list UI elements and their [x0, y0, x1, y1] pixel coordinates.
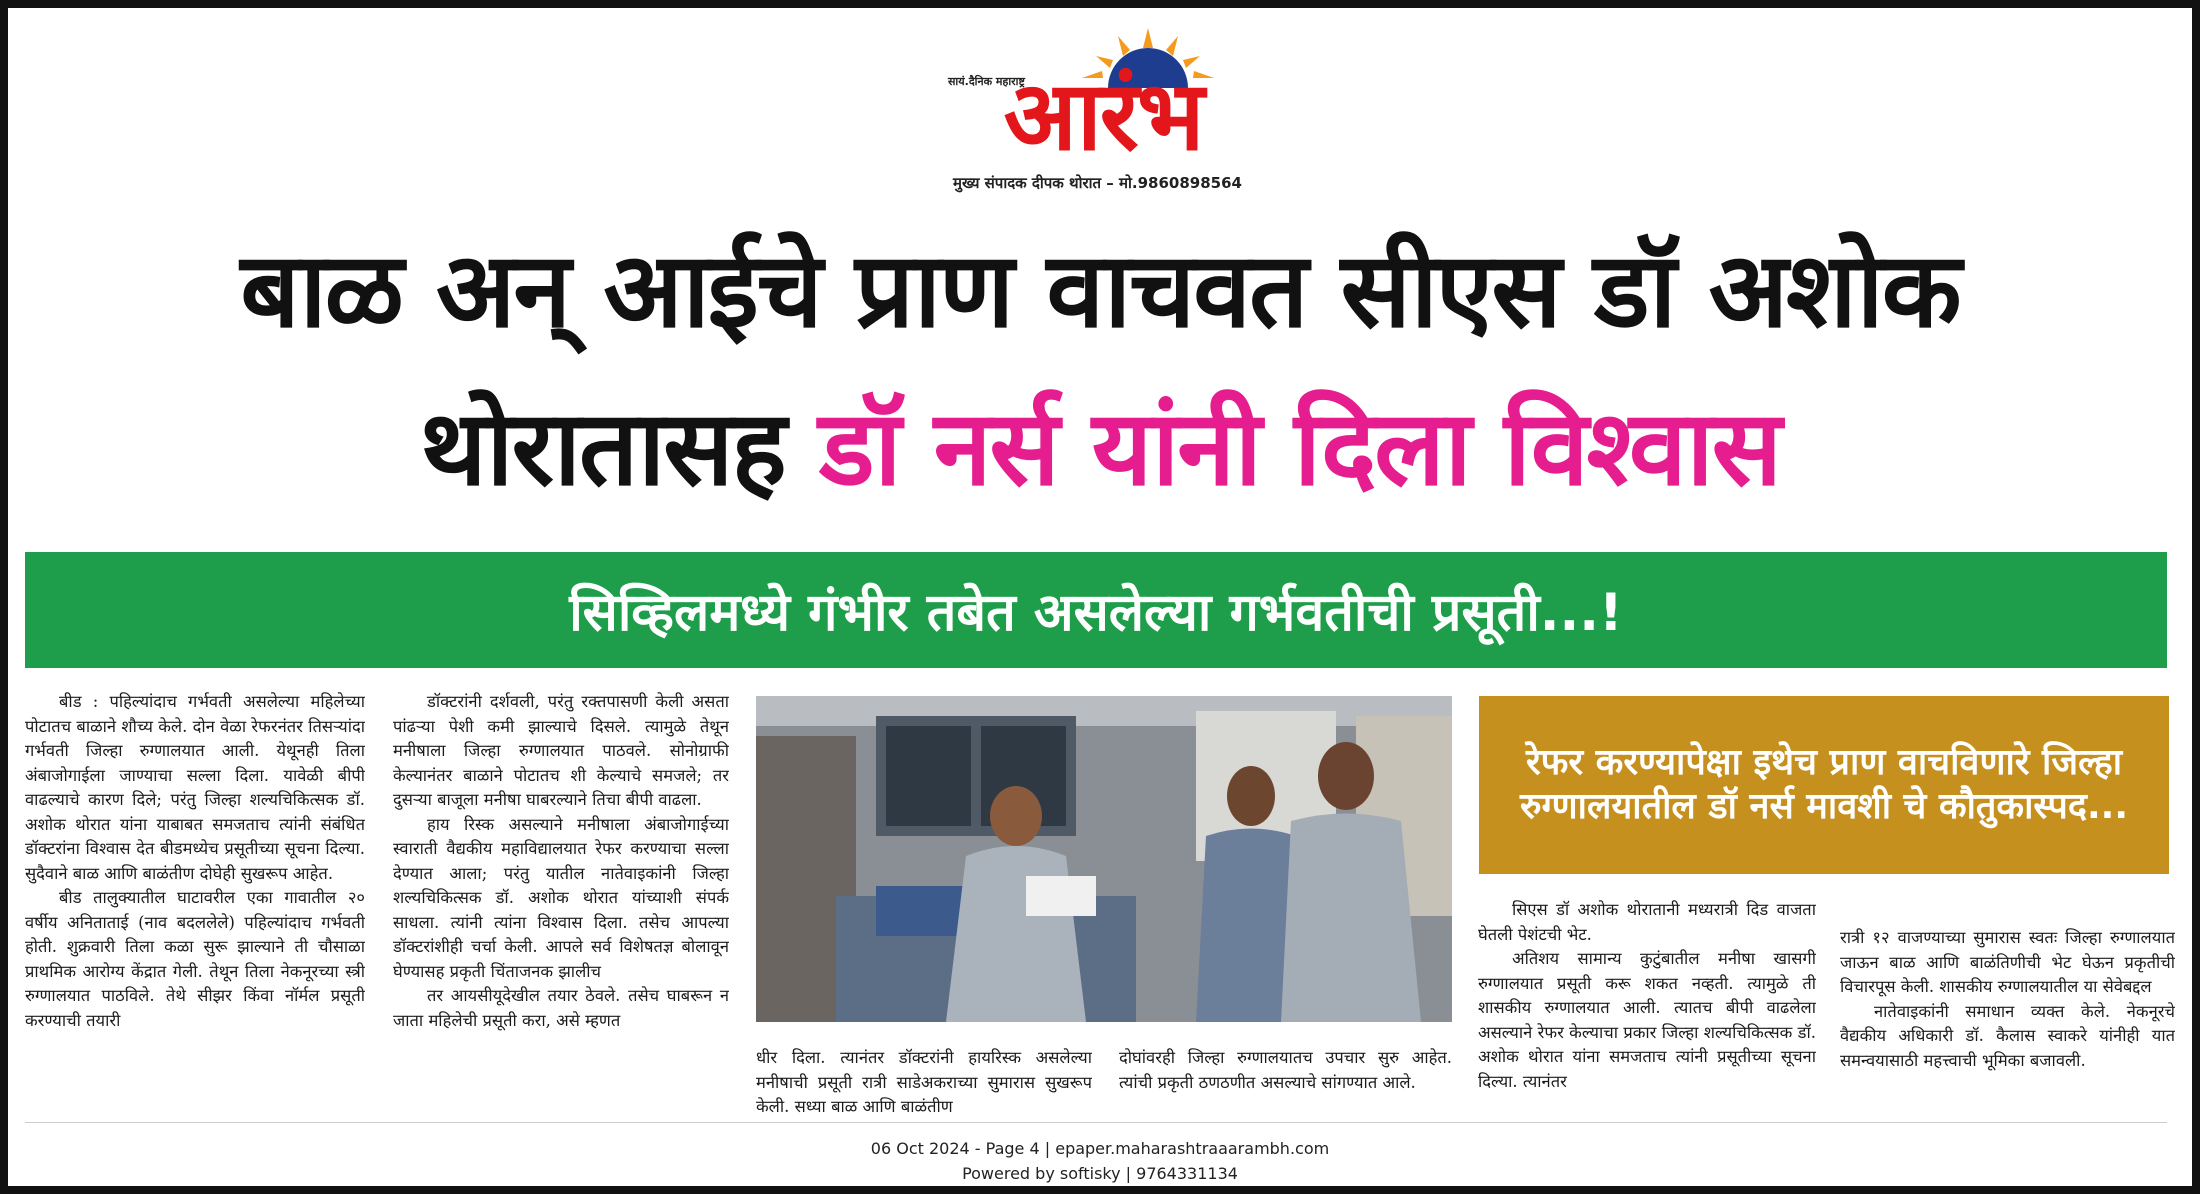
- footer-credit: Powered by softisky | 9764331134: [962, 1164, 1238, 1183]
- masthead-logo: आरंभ: [1003, 60, 1203, 172]
- article-column-4: [1119, 1046, 1452, 1116]
- article-column-3: [756, 1046, 1092, 1116]
- footer-date-site: 06 Oct 2024 - Page 4 | epaper.maharashtraaarambh.com: [870, 1139, 1330, 1158]
- headline-line-1: बाळ अन् आईचे प्राण वाचवत सीएस डॉ अशोक: [240, 229, 1960, 351]
- footer-divider: [25, 1122, 2167, 1123]
- paragraph: अतिशय सामान्य कुटुंबातील मनीषा खासगी रुग्णालयात प्रसूती करू शकत नव्हती. त्यामुळे ती शासकीय रुग्णालयात आली. त्यातच बीपी वाढलेला असल्याने रेफर केल्याचा प्रकार जिल्हा शल्यचिकित्सक डॉ. अशोक थोरात यांना समजताच त्यांनी प्रसूतीच्या सूचना दिल्या. त्यानंतर: [1478, 949, 1816, 1091]
- paragraph: सिएस डॉ अशोक थोरातानी मध्यरात्री दिड वाजता घेतली पेशंटची भेट.: [1478, 900, 1816, 944]
- article-column-6: [1840, 926, 2175, 1116]
- hospital-scene-image: [756, 696, 1452, 1022]
- subheadline-banner: सिव्हिलमध्ये गंभीर तबेत असलेल्या गर्भवतीची प्रसूती...!: [25, 552, 2167, 668]
- masthead: [928, 20, 1278, 205]
- paragraph: रात्री १२ वाजण्याच्या सुमारास स्वतः जिल्हा रुग्णालयात जाऊन बाळ आणि बाळंतिणीची भेट घेऊन प्रकृतीची विचारपूस केली. शासकीय रुग्णालयातील या सेवेबद्दल: [1840, 928, 2175, 996]
- editor-line: मुख्य संपादक दीपक थोरात – मो.9860898564: [953, 174, 1242, 192]
- headline-line-2-dark: थोरातासह: [420, 387, 819, 509]
- paragraph: नातेवाइकांनी समाधान व्यक्त केले. नेकनूरचे वैद्यकीय अधिकारी डॉ. कैलास स्वाकरे यांनीही यात समन्वयासाठी महत्त्वाची भूमिका बजावली.: [1840, 1001, 2175, 1070]
- paragraph: डॉक्टरांनी दर्शवली, परंतु रक्तपासणी केली असता पांढऱ्या पेशी कमी झाल्याचे दिसले. त्यामुळे तेथून मनीषाला जिल्हा रुग्णालयात पाठवले. सोनोग्राफी केल्यानंतर बाळाने पोटातच शी केल्याचे समजले; तर दुसऱ्या बाजूला मनीषा घाबरल्याने तिचा बीपी वाढला.: [393, 692, 729, 809]
- headline-line-2: [8, 387, 2192, 509]
- article-column-5: [1478, 898, 1816, 1113]
- article-column-2: [393, 690, 729, 1110]
- callout-box: रेफर करण्यापेक्षा इथेच प्राण वाचविणारे जिल्हा रुग्णालयातील डॉ नर्स मावशी चे कौतुकास्पद...: [1479, 696, 2169, 874]
- paragraph: दोघांवरही जिल्हा रुग्णालयातच उपचार सुरु आहेत. त्यांची प्रकृती ठणठणीत असल्याचे सांगण्यात आले.: [1119, 1048, 1452, 1092]
- paragraph: तर आयसीयूदेखील तयार ठेवले. तसेच घाबरून न जाता महिलेची प्रसूती करा, असे म्हणत: [393, 986, 729, 1030]
- headline-line-2-pink: डॉ नर्स यांनी दिला विश्वास: [818, 387, 1780, 509]
- paragraph: हाय रिस्क असल्याने मनीषाला अंबाजोगाईच्या स्वाराती वैद्यकीय महाविद्यालयात रेफर करण्याचा सल्ला देण्यात आला; परंतु यातील नातेवाइकांनी जिल्हा शल्यचिकित्सक डॉ. अशोक थोरात यांच्याशी संपर्क साधला. त्यांनी त्यांना विश्वास दिला. तसेच आपल्या डॉक्टरांशीही चर्चा केली. आपले सर्व विशेषतज्ञ बोलावून घेण्यासह प्रकृती चिंताजनक झालीच: [393, 814, 729, 981]
- paragraph: बीड : पहिल्यांदाच गर्भवती असलेल्या महिलेच्या पोटातच बाळाने शौच्य केले. दोन वेळा रेफरनंतर तिसऱ्यांदा गर्भवती जिल्हा रुग्णालयात आली. येथूनही तिला अंबाजोगाईला जाण्याचा सल्ला दिला. यावेळी बीपी वाढल्याचे कारण दिले; परंतु जिल्हा शल्यचिकित्सक डॉ. अशोक थोरात यांना याबाबत समजताच त्यांनी संबंधित डॉक्टरांना विश्वास देत बीडमध्येच प्रसूतीच्या सूचना दिल्या. सुदैवाने बाळ आणि बाळंतीण दोघेही सुखरूप आहेत.: [25, 692, 365, 883]
- paragraph: बीड तालुक्यातील घाटावरील एका गावातील २० वर्षीय अनिताताई (नाव बदललेले) पहिल्यांदाच गर्भवती होती. शुक्रवारी तिला कळा सुरू झाल्याने ती चौसाळा प्राथमिक आरोग्य केंद्रात गेली. तेथून तिला नेकनूरच्या स्त्री रुग्णालयात पाठविले. तेथे सीझर किंवा नॉर्मल प्रसूती करण्याची तयारी: [25, 888, 365, 1030]
- news-photo: [756, 696, 1452, 1022]
- masthead-tagline: सायं.दैनिक महाराष्ट्र: [948, 75, 1025, 88]
- paragraph: धीर दिला. त्यानंतर डॉक्टरांनी हायरिस्क असलेल्या मनीषाची प्रसूती रात्री साडेअकराच्या सुमारास सुखरूप केली. सध्या बाळ आणि बाळंतीण: [756, 1048, 1092, 1116]
- article-column-1: [25, 690, 365, 1110]
